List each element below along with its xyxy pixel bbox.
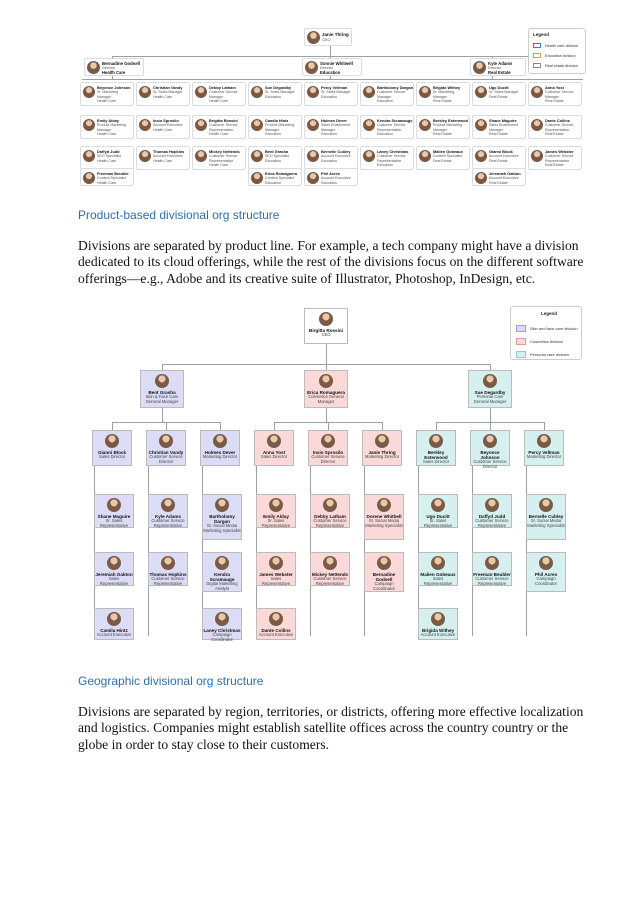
employee-card: James Webster Customer Service Representative Real Estate	[528, 146, 582, 170]
employee-card: Berkley Esterwood Product Marketing Manager Real Estate	[416, 115, 470, 139]
employee-card: Jeremiah Oakton Sales Representative	[94, 552, 134, 586]
employee-card: Brigida Withey Sr. Marketing Manager Real Estate	[416, 82, 470, 106]
employee-card: Bartholomy Dargan Sr. Social Media Marketing Specialist	[202, 494, 242, 540]
avatar	[429, 434, 443, 448]
employee-card: Laney Christmas Campaign Coordinator	[202, 608, 242, 640]
employee-card: Malien Gobeaux Content Specialist Real Estate	[416, 146, 470, 170]
avatar	[531, 150, 543, 162]
avatar	[363, 86, 375, 98]
employee-card: Daffyd Judd Customer Service Representative	[472, 494, 512, 528]
avatar	[307, 119, 319, 131]
employee-card: Gianni Block Sales Director	[92, 430, 132, 466]
employee-card: Dorene Whitbell Sr. Social Media Marketing Specialist	[364, 494, 404, 540]
employee-card: Insio Sprosilo Account Executive Health Care	[136, 115, 190, 139]
avatar	[319, 374, 333, 388]
avatar	[195, 119, 207, 131]
avatar	[269, 612, 283, 626]
avatar	[161, 556, 175, 570]
legend-swatch	[516, 338, 526, 345]
employee-card: Phil Acres Account Executive Education	[304, 168, 358, 186]
legend-swatch	[516, 351, 526, 358]
employee-card: Erica Romaguera Content Specialist Education	[248, 168, 302, 186]
employee-card: Laney Christmas Customer Service Representative Education	[360, 146, 414, 170]
director-card: Sonnie Whitwell Director Education	[302, 58, 362, 76]
avatar	[475, 119, 487, 131]
avatar	[539, 556, 553, 570]
employee-card: Phil Acres Campaign Coordinator	[526, 552, 566, 592]
legend-swatch	[533, 43, 541, 48]
legend-swatch	[533, 53, 541, 58]
avatar	[475, 86, 487, 98]
avatar	[307, 172, 319, 184]
avatar	[213, 434, 227, 448]
employee-card: Percy Vellman Sr. Sales Manager Education	[304, 82, 358, 106]
avatar	[537, 434, 551, 448]
avatar	[483, 374, 497, 388]
employee-card: Gianni Block Account Executive Real Estate	[472, 146, 526, 170]
employee-card: Malien Gobeaux Sales Representative	[418, 552, 458, 586]
employee-card: Beyonce Johnson Customer Service Director	[470, 430, 510, 466]
employee-card: Emily Alday Sr. Sales Representative	[256, 494, 296, 528]
avatar	[269, 556, 283, 570]
avatar	[139, 119, 151, 131]
avatar	[83, 86, 95, 98]
employee-card: Anna Yost Sales Director	[254, 430, 294, 466]
avatar	[107, 498, 121, 512]
avatar	[215, 498, 229, 512]
employee-card: Ugo Ducitt Sr. Sales Manager Real Estate	[472, 82, 526, 106]
avatar	[305, 61, 318, 74]
employee-card: Thomas Hopkins Account Executive Health Care	[136, 146, 190, 170]
avatar	[431, 612, 445, 626]
employee-card: Janie Thring Marketing Director	[362, 430, 402, 466]
avatar	[83, 150, 95, 162]
avatar	[307, 150, 319, 162]
employee-card: Ugo Ducitt Sr. Sales Representative	[418, 494, 458, 528]
section-heading-geographic: Geographic divisional org structure	[78, 674, 264, 688]
section-paragraph-product: Divisions are separated by product line. For example, a tech company might have a division dedicated to its cloud offerings, while the rest of the divisions focus on the different software offerings—e.g., Adobe and its creative suite of Illustrator, Photoshop, InDesign, etc.	[78, 238, 584, 286]
avatar	[431, 498, 445, 512]
employee-card: Bernadine Godsell Campaign Coordinator	[364, 552, 404, 592]
employee-card: Bent Grasha Skin & Face Care General Manager	[140, 370, 184, 408]
director-card: Bernadine Godsell Director Health Care	[84, 58, 144, 76]
employee-card: Beyonce Johnson Sr. Marketing Manager Health Care	[80, 82, 134, 106]
avatar	[475, 150, 487, 162]
avatar	[319, 312, 333, 326]
ceo-card: Birgitta Rossini CEO	[304, 308, 348, 344]
employee-card: Insio Sprosilo Customer Service Director	[308, 430, 348, 466]
avatar	[485, 498, 499, 512]
avatar	[195, 86, 207, 98]
avatar	[215, 612, 229, 626]
avatar	[485, 556, 499, 570]
avatar	[363, 150, 375, 162]
avatar	[323, 498, 337, 512]
avatar	[363, 119, 375, 131]
avatar	[161, 498, 175, 512]
employee-card: Bartholomy Dargan Customer Service Manager Education	[360, 82, 414, 106]
avatar	[475, 172, 487, 184]
avatar	[251, 150, 263, 162]
avatar	[321, 434, 335, 448]
avatar	[419, 119, 431, 131]
avatar	[251, 119, 263, 131]
employee-card: Sue Degardby Sr. Sales Manager Education	[248, 82, 302, 106]
employee-card: James Webster Sales Representative	[256, 552, 296, 586]
avatar	[419, 86, 431, 98]
employee-card: Freeman Beubler Customer Service Representative	[472, 552, 512, 586]
avatar	[419, 150, 431, 162]
employee-card: Anna Yost Customer Service Manager Real Estate	[528, 82, 582, 106]
employee-card: Camila Hintz Account Executive	[94, 608, 134, 640]
avatar	[269, 498, 283, 512]
employee-card: Holmes Dever Sales Enablement Manager Education	[304, 115, 358, 139]
avatar	[87, 61, 100, 74]
employee-card: Freeman Beubler Content Specialist Health Care	[80, 168, 134, 186]
employee-card: Shane Maguire Sr. Sales Representative	[94, 494, 134, 528]
employee-card: Mickey Nettends Customer Service Representative Health Care	[192, 146, 246, 170]
director-card: Kyle Adams Director Real Estate	[470, 58, 526, 76]
employee-card: Christian Vandy Sr. Sales Manager Health Care	[136, 82, 190, 106]
avatar	[307, 86, 319, 98]
avatar	[307, 31, 320, 44]
avatar	[83, 172, 95, 184]
employee-card: Erica Romaguera Cosmetics General Manager	[304, 370, 348, 408]
avatar	[105, 434, 119, 448]
avatar	[473, 61, 486, 74]
employee-card: Bernelle Cubley Sr. Social Media Marketing Specialist	[526, 494, 566, 540]
org-chart-product	[78, 302, 598, 644]
avatar	[215, 556, 229, 570]
avatar	[159, 434, 173, 448]
avatar	[83, 119, 95, 131]
avatar	[377, 556, 391, 570]
employee-card: Brigida Withey Account Executive	[418, 608, 458, 640]
employee-card: Dante Collins Customer Service Representative Real Estate	[528, 115, 582, 139]
employee-card: Brigitta Rossini Customer Service Representative Health Care	[192, 115, 246, 139]
org-chart-industry	[72, 22, 592, 192]
employee-card: Debby Latham Customer Service Representative	[310, 494, 350, 528]
ceo-card: Janie Thring CEO	[304, 28, 352, 46]
avatar	[323, 556, 337, 570]
employee-card: Mickey Nettends Customer Service Representative	[310, 552, 350, 586]
avatar	[155, 374, 169, 388]
legend-swatch	[516, 325, 526, 332]
avatar	[251, 172, 263, 184]
employee-card: Camila Hintz Product Marketing Manager Education	[248, 115, 302, 139]
avatar	[195, 150, 207, 162]
section-heading-product: Product-based divisional org structure	[78, 208, 280, 222]
avatar	[483, 434, 497, 448]
avatar	[267, 434, 281, 448]
employee-card: Bernelle Cubley Account Executive Education	[304, 146, 358, 170]
avatar	[539, 498, 553, 512]
employee-card: Holmes Dever Marketing Director	[200, 430, 240, 466]
employee-card: Thomas Hopkins Customer Service Representative	[148, 552, 188, 586]
employee-card: Kendra Scramauge Digital Marketing Analyst	[202, 552, 242, 592]
employee-card: Shane Maguire Sales Enablement Manager Real Estate	[472, 115, 526, 139]
legend-swatch	[533, 63, 541, 68]
section-paragraph-geographic: Divisions are separated by region, territories, or districts, offering more effective localization and logistics. Companies might establish satellite offices across the country country or the globe in order to stay close to their customers.	[78, 704, 584, 752]
employee-card: Jeremiah Oakton Account Executive Real Estate	[472, 168, 526, 186]
employee-card: Emily Alday Product Marketing Manager Health Care	[80, 115, 134, 139]
employee-card: Christian Vandy Customer Service Director	[146, 430, 186, 466]
avatar	[107, 556, 121, 570]
employee-card: Sue Degardby Personal Care General Manager	[468, 370, 512, 408]
employee-card: Debby Latham Customer Service Manager Health Care	[192, 82, 246, 106]
avatar	[139, 86, 151, 98]
avatar	[139, 150, 151, 162]
avatar	[431, 556, 445, 570]
employee-card: Berkley Esterwood Sales Director	[416, 430, 456, 466]
legend: Legend Skin and face care division Cosmetics division Personal care division	[510, 306, 582, 360]
avatar	[531, 119, 543, 131]
employee-card: Kendra Scramauge Customer Service Representative Education	[360, 115, 414, 139]
avatar	[531, 86, 543, 98]
avatar	[107, 612, 121, 626]
employee-card: Kyle Adams Customer Service Representative	[148, 494, 188, 528]
employee-card: Daffyd Judd SEO Specialist Health Care	[80, 146, 134, 170]
avatar	[377, 498, 391, 512]
employee-card: Bent Grasha SEO Specialist Education	[248, 146, 302, 170]
legend: Legend Health care division Education division Real estate division	[528, 28, 586, 74]
employee-card: Percy Vellman Marketing Director	[524, 430, 564, 466]
avatar	[251, 86, 263, 98]
employee-card: Dante Collins Account Executive	[256, 608, 296, 640]
avatar	[375, 434, 389, 448]
